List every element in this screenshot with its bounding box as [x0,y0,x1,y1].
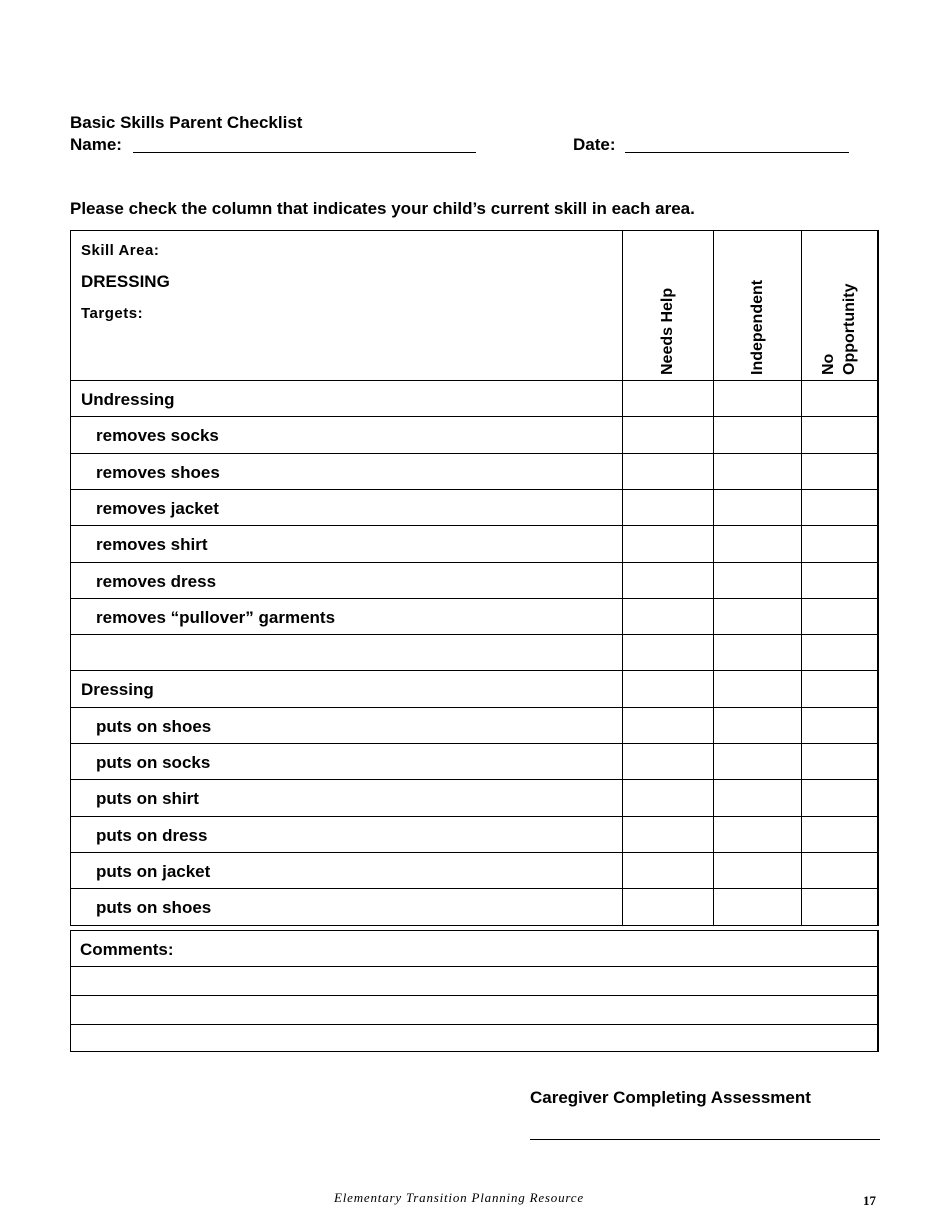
independent-checkbox-cell[interactable] [713,816,802,853]
independent-checkbox-cell[interactable] [713,852,802,889]
column-header-2 [713,230,802,381]
table-header [70,230,879,380]
table-row [70,562,879,599]
target-cell [70,562,623,599]
independent-checkbox-cell[interactable] [713,380,802,417]
no-opportunity-checkbox-cell[interactable] [801,380,879,417]
no-opportunity-checkbox-cell[interactable] [801,562,879,599]
target-item-label: puts on socks [96,753,211,772]
independent-checkbox-cell[interactable] [713,634,802,671]
targets-label: Targets: [81,305,144,322]
independent-checkbox-cell[interactable] [713,489,802,526]
independent-checkbox-cell[interactable] [713,525,802,563]
target-item-label: puts on shoes [96,717,212,736]
target-cell [70,525,623,563]
no-opportunity-checkbox-cell[interactable] [801,779,879,817]
form-title: Basic Skills Parent Checklist [70,113,303,132]
needs-help-checkbox-cell[interactable] [622,743,714,780]
column-header-label: No [820,353,837,375]
table-row [70,489,879,526]
name-field-line[interactable] [133,152,476,153]
independent-checkbox-cell[interactable] [713,598,802,635]
target-cell [70,634,623,671]
target-item-label: removes dress [96,572,217,591]
needs-help-checkbox-cell[interactable] [622,380,714,417]
table-row [70,453,879,490]
target-cell [70,779,623,817]
needs-help-checkbox-cell[interactable] [622,816,714,853]
caregiver-signature-line[interactable] [530,1139,880,1140]
independent-checkbox-cell[interactable] [713,888,802,926]
independent-checkbox-cell[interactable] [713,779,802,817]
no-opportunity-checkbox-cell[interactable] [801,489,879,526]
target-item-label: removes shoes [96,463,220,482]
column-header-label: Needs Help [659,287,676,375]
comments-label: Comments: [80,940,174,959]
column-header-label: Independent [748,279,766,375]
no-opportunity-checkbox-cell[interactable] [801,453,879,490]
needs-help-checkbox-cell[interactable] [622,634,714,671]
target-cell [70,816,623,853]
table-row [70,525,879,563]
no-opportunity-checkbox-cell[interactable] [801,707,879,744]
target-cell [70,707,623,744]
skill-area-name: DRESSING [81,272,170,291]
caregiver-label: Caregiver Completing Assessment [530,1088,811,1107]
name-label: Name: [70,135,122,154]
needs-help-checkbox-cell[interactable] [622,598,714,635]
column-header-1 [622,230,714,381]
instructions-text: Please check the column that indicates your child’s current skill in each area. [70,199,695,218]
target-item-label: puts on dress [96,826,208,845]
no-opportunity-checkbox-cell[interactable] [801,416,879,454]
target-cell [70,852,623,889]
column-header-label: Opportunity [841,283,858,375]
table-row [70,888,879,926]
target-item-label: removes socks [96,426,219,445]
table-row [70,707,879,744]
no-opportunity-checkbox-cell[interactable] [801,598,879,635]
no-opportunity-checkbox-cell[interactable] [801,670,879,708]
comments-line[interactable] [71,966,877,967]
target-item-label: puts on jacket [96,862,211,881]
no-opportunity-checkbox-cell[interactable] [801,634,879,671]
needs-help-checkbox-cell[interactable] [622,525,714,563]
no-opportunity-checkbox-cell[interactable] [801,525,879,563]
needs-help-checkbox-cell[interactable] [622,852,714,889]
comments-line[interactable] [71,1024,877,1025]
independent-checkbox-cell[interactable] [713,453,802,490]
comments-box [70,930,879,1052]
target-cell [70,416,623,454]
table-row [70,743,879,780]
needs-help-checkbox-cell[interactable] [622,670,714,708]
target-cell [70,598,623,635]
independent-checkbox-cell[interactable] [713,562,802,599]
needs-help-checkbox-cell[interactable] [622,779,714,817]
independent-checkbox-cell[interactable] [713,707,802,744]
independent-checkbox-cell[interactable] [713,670,802,708]
no-opportunity-checkbox-cell[interactable] [801,888,879,926]
table-row [70,598,879,635]
date-field-line[interactable] [625,152,849,153]
target-group-label: Dressing [81,680,154,699]
target-item-label: removes shirt [96,535,208,554]
skill-area-cell [70,230,623,381]
needs-help-checkbox-cell[interactable] [622,707,714,744]
independent-checkbox-cell[interactable] [713,416,802,454]
page-number: 17 [863,1193,876,1208]
target-cell [70,888,623,926]
needs-help-checkbox-cell[interactable] [622,489,714,526]
table-row [70,779,879,817]
table-row [70,670,879,708]
target-item-label: removes “pullover” garments [96,608,336,627]
table-row [70,816,879,853]
needs-help-checkbox-cell[interactable] [622,453,714,490]
footer-resource-title: Elementary Transition Planning Resource [334,1190,584,1205]
target-item-label: puts on shoes [96,898,212,917]
table-row [70,634,879,671]
no-opportunity-checkbox-cell[interactable] [801,743,879,780]
needs-help-checkbox-cell[interactable] [622,888,714,926]
date-label: Date: [573,135,616,154]
target-group-label: Undressing [81,390,175,409]
no-opportunity-checkbox-cell[interactable] [801,852,879,889]
target-item-label: puts on shirt [96,789,199,808]
column-header-3 [801,230,879,381]
needs-help-checkbox-cell[interactable] [622,562,714,599]
independent-checkbox-cell[interactable] [713,743,802,780]
table-row [70,416,879,454]
skill-area-label: Skill Area: [81,242,160,259]
target-cell [70,489,623,526]
table-row [70,852,879,889]
table-row [70,380,879,417]
target-item-label: removes jacket [96,499,219,518]
target-cell [70,670,623,708]
target-cell [70,453,623,490]
target-cell [70,743,623,780]
no-opportunity-checkbox-cell[interactable] [801,816,879,853]
target-cell [70,380,623,417]
comments-line[interactable] [71,995,877,996]
needs-help-checkbox-cell[interactable] [622,416,714,454]
